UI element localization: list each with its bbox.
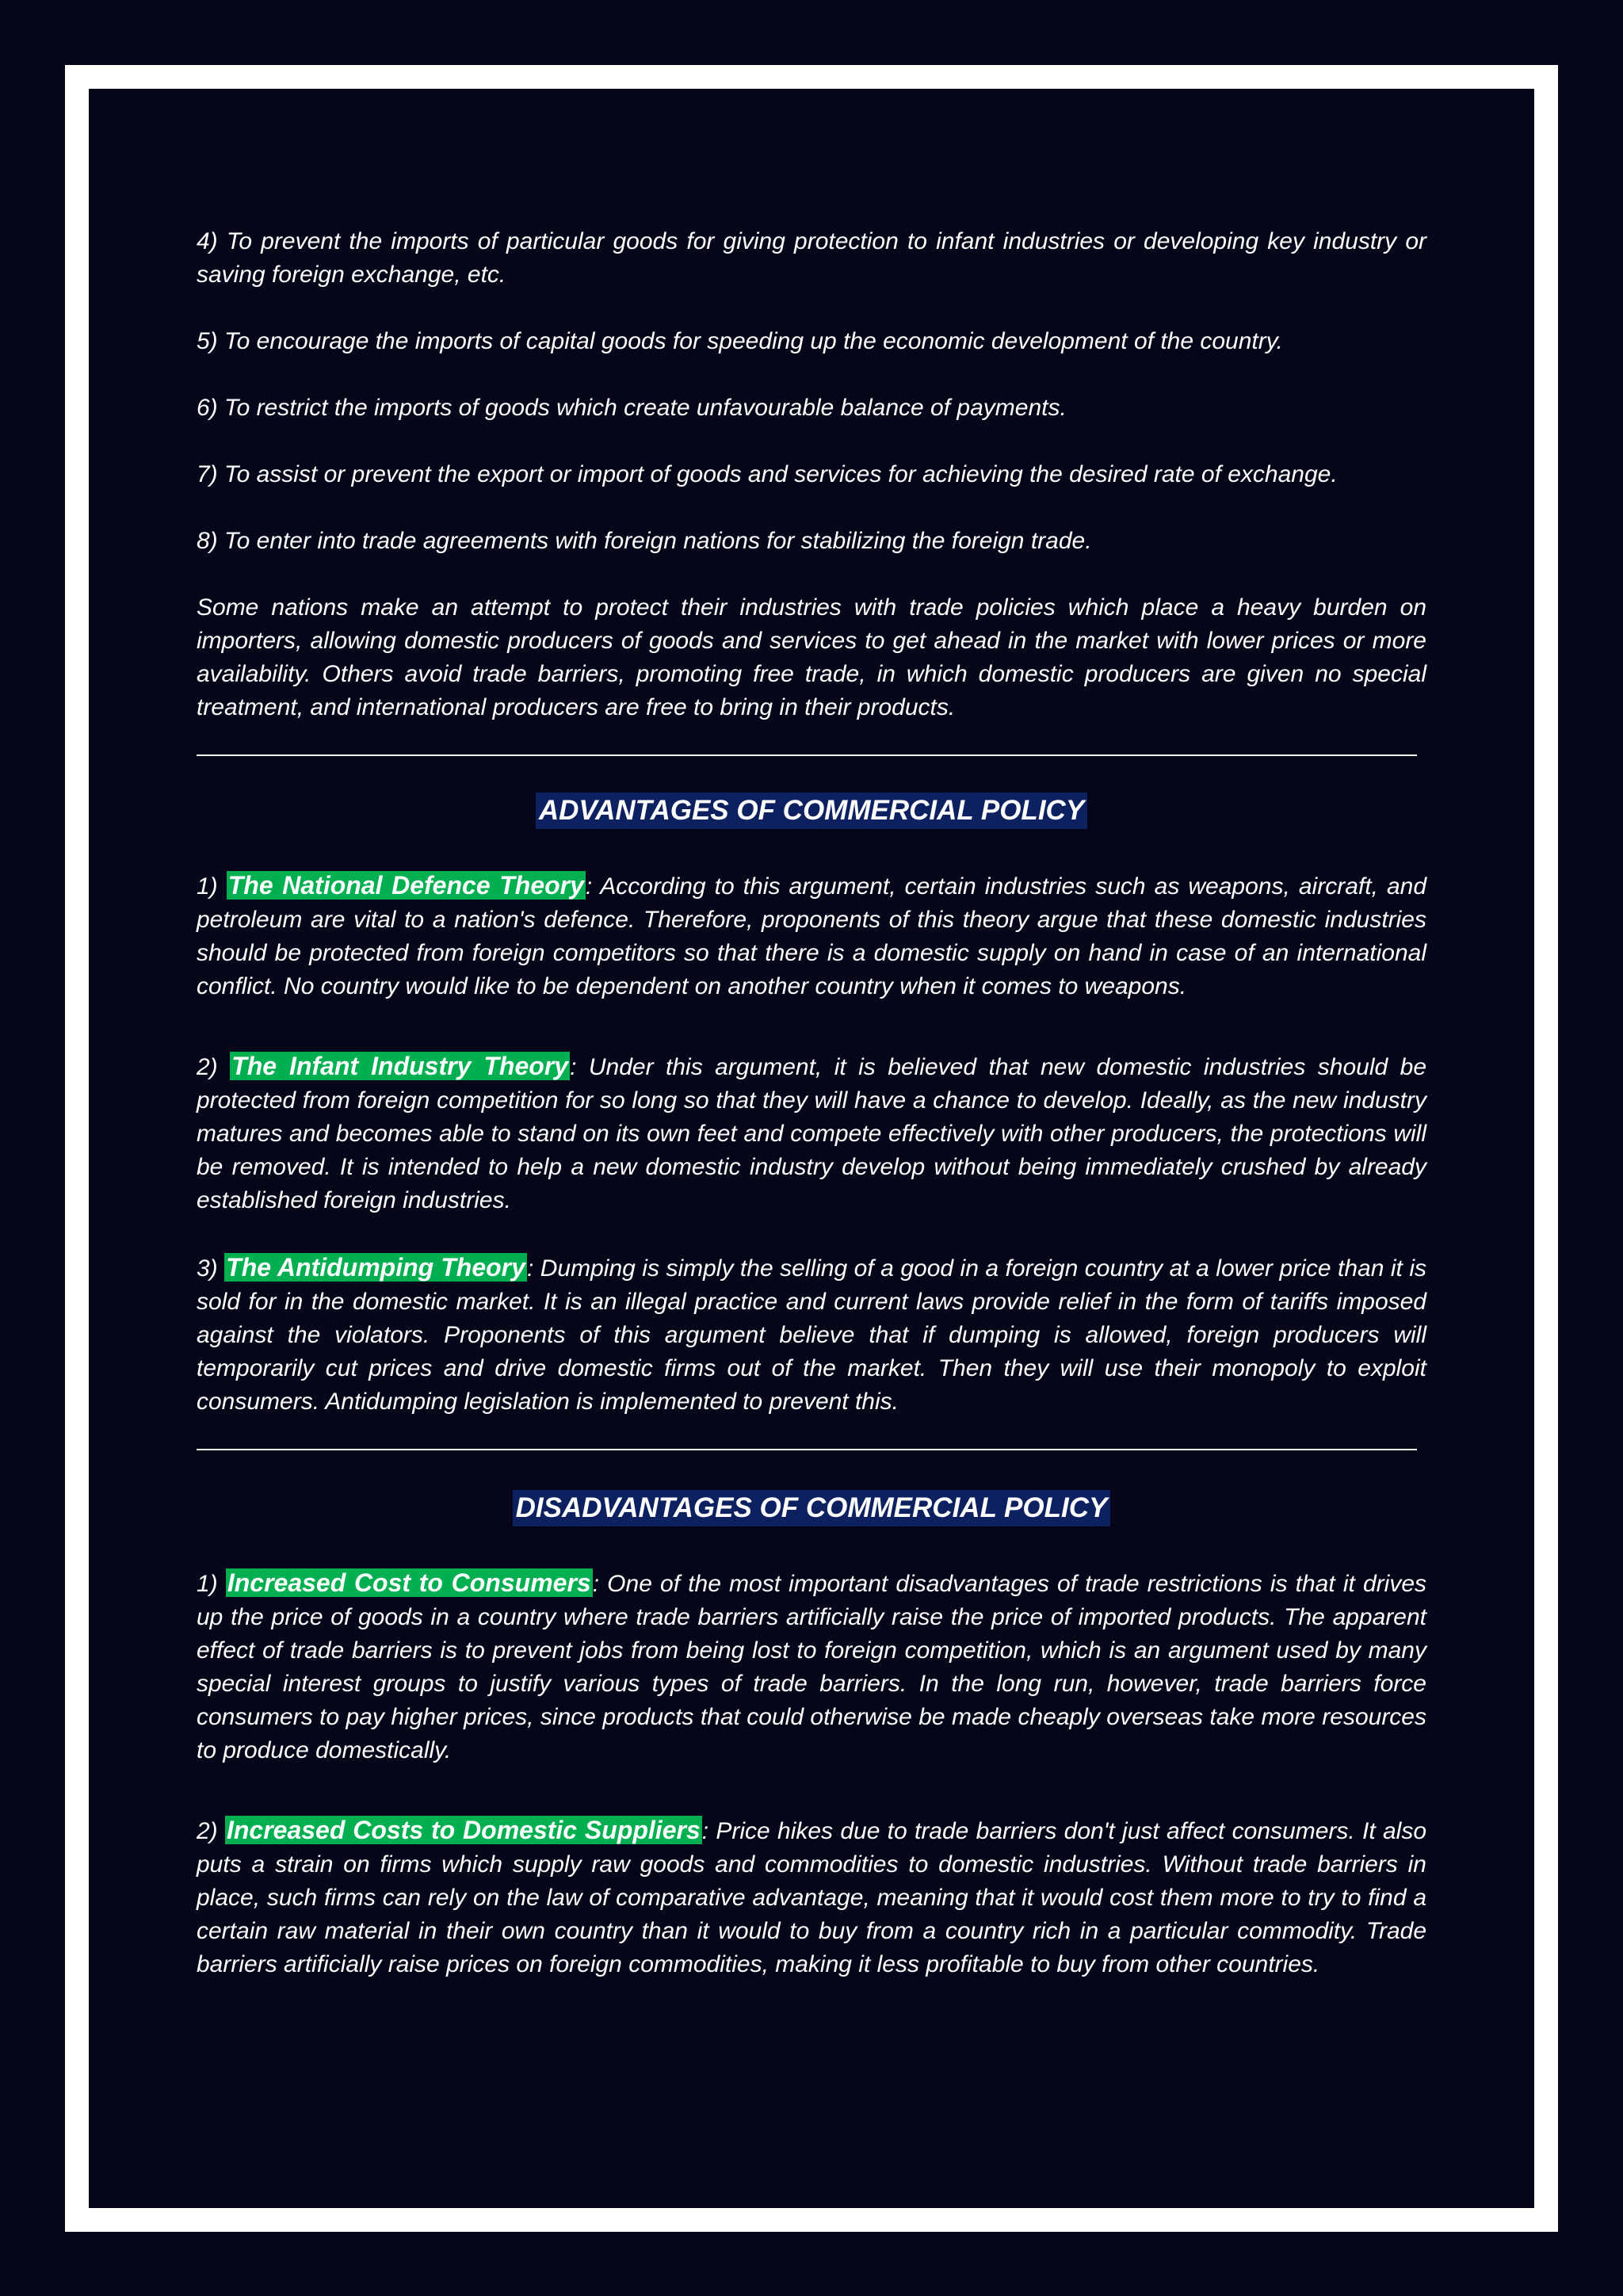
section-divider [197,755,1417,756]
item-title: Increased Costs to Domestic Suppliers [226,1816,701,1844]
advantage-item [197,1251,1426,1419]
objective-4: 4) To prevent the imports of particular goods for giving protection to infant industries or developing key industry or saving foreign exchange, etc. [197,228,1426,288]
advantage-item [197,1049,1426,1217]
section-divider [197,1449,1417,1450]
item-number: 3) [197,1255,225,1282]
disadvantage-item [197,1813,1426,1981]
item-number: 1) [197,873,227,900]
item-text: : Price hikes due to trade barriers don't just affect consumers. It also puts a strain on firms which supply raw goods and commodities to domestic industries. Without trade barriers in place, such firms can rely on the law of comparative advantage, meaning that it would cost them more to try to find a certain raw material in their own country than it would to buy from a country rich in a particular commodity. Trade barriers artificially raise prices on foreign commodities, making it less profitable to buy from other countries. [197,1818,1427,1977]
item-number: 1) [197,1571,226,1597]
objective-7: 7) To assist or prevent the export or import of goods and services for achieving the desired rate of exchange. [197,461,1338,487]
objective-6: 6) To restrict the imports of goods which create unfavourable balance of payments. [197,395,1067,421]
objective-8: 8) To enter into trade agreements with foreign nations for stabilizing the foreign trade. [197,528,1092,554]
advantages-heading: ADVANTAGES OF COMMERCIAL POLICY [536,793,1087,829]
item-text: : According to this argument, certain industries such as weapons, aircraft, and petroleum are vital to a nation's defence. Therefore, proponents of this theory argue that these domestic industries should be protected from foreign competitors so that there is a domestic supply on hand in case of an international conflict. No country would like to be dependent on another country when it comes to weapons. [197,873,1427,999]
item-title: Increased Cost to Consumers [227,1568,591,1597]
item-title: The National Defence Theory [227,871,584,900]
item-number: 2) [197,1818,225,1844]
item-text: : One of the most important disadvantages of trade restrictions is that it drives up the price of goods in a country where trade barriers artificially raise the price of imported products. The apparent effect of trade barriers is to prevent jobs from being lost to foreign competition, which is an argument used by many special interest groups to justify various types of trade barriers. In the long run, however, trade barriers force consumers to pay higher prices, since products that could otherwise be made cheaply overseas take more resources to produce domestically. [197,1571,1427,1763]
intro-paragraph: Some nations make an attempt to protect their industries with trade policies which place a heavy burden on importers, allowing domestic producers of goods and services to get ahead in the market with lower prices or more availability. Others avoid trade barriers, promoting free trade, in which domestic producers are given no special treatment, and international producers are free to bring in their products. [197,594,1426,720]
disadvantages-heading-row [197,1490,1426,1526]
advantage-item [197,869,1426,1003]
item-text: : Dumping is simply the selling of a good in a foreign country at a lower price than it is sold for in the domestic market. It is an illegal practice and current laws provide relief in the form of tariffs imposed against the violators. Proponents of this argument believe that if dumping is allowed, foreign producers will temporarily cut prices and drive domestic firms out of the market. Then they will use their monopoly to exploit consumers. Antidumping legislation is implemented to prevent this. [197,1255,1427,1415]
disadvantage-item [197,1566,1426,1767]
item-number: 2) [197,1054,231,1080]
document-body [197,225,1426,1981]
item-text: : Under this argument, it is believed that new domestic industries should be protected from foreign competition for so long so that they will have a chance to develop. Ideally, as the new industry matures and becomes able to stand on its own feet and compete effectively with other producers, the protections will be removed. It is intended to help a new domestic industry develop without being immediately crushed by already established foreign industries. [197,1054,1427,1213]
advantages-heading-row [197,793,1426,829]
disadvantages-heading: DISADVANTAGES OF COMMERCIAL POLICY [513,1490,1111,1526]
item-title: The Infant Industry Theory [231,1052,569,1080]
item-title: The Antidumping Theory [226,1253,525,1282]
objective-5: 5) To encourage the imports of capital goods for speeding up the economic development of the country. [197,328,1283,354]
